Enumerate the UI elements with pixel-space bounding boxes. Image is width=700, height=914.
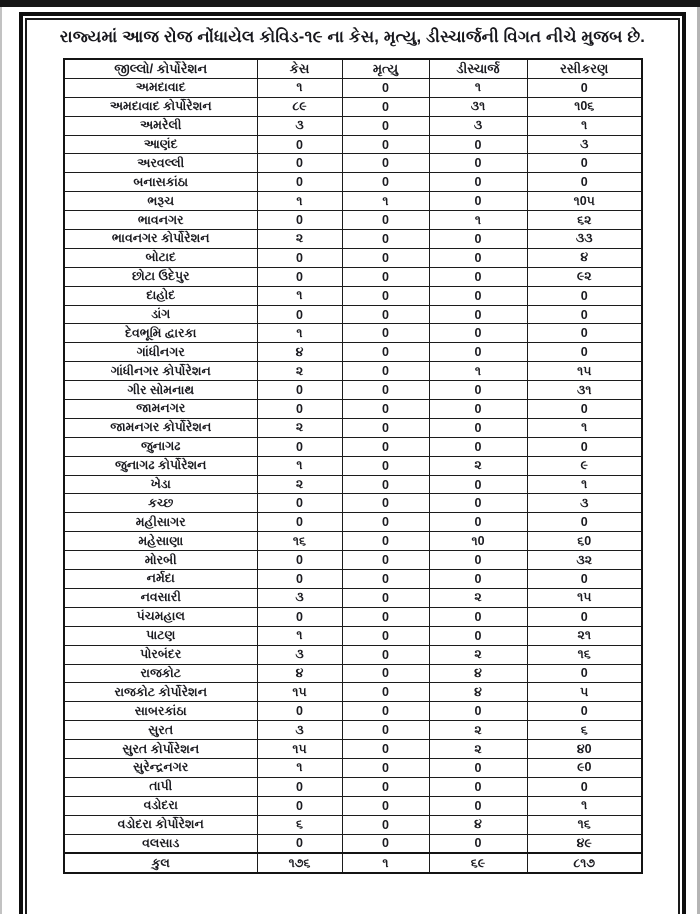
discharge-cell: 0: [429, 796, 527, 815]
deaths-cell: 0: [342, 97, 429, 116]
table-row: [64, 796, 642, 815]
table-row: [64, 588, 642, 607]
deaths-cell: 0: [342, 494, 429, 513]
vaccination-cell: ૧૬: [527, 815, 642, 834]
deaths-cell: 0: [342, 834, 429, 853]
table-header: [64, 59, 642, 78]
district-cell: મહેસાણા: [64, 532, 257, 551]
deaths-cell: 0: [342, 324, 429, 343]
discharge-cell: 0: [429, 494, 527, 513]
table-row: [64, 154, 642, 173]
table-row: [64, 532, 642, 551]
vaccination-cell: ૬: [527, 721, 642, 740]
total-discharge-cell: ૬૯: [429, 853, 527, 873]
discharge-cell: 0: [429, 437, 527, 456]
deaths-cell: 0: [342, 551, 429, 570]
vaccination-cell: 0: [527, 777, 642, 796]
vaccination-cell: ૧૫: [527, 588, 642, 607]
discharge-cell: ૨: [429, 645, 527, 664]
vaccination-cell: ૬0: [527, 532, 642, 551]
vaccination-cell: ૬૨: [527, 211, 642, 230]
table-row: [64, 683, 642, 702]
deaths-cell: 0: [342, 286, 429, 305]
table-row: [64, 192, 642, 211]
discharge-cell: ૧: [429, 362, 527, 381]
deaths-cell: 0: [342, 418, 429, 437]
total-cases-cell: ૧૭૬: [257, 853, 342, 873]
cases-cell: 0: [257, 267, 342, 286]
discharge-cell: 0: [429, 305, 527, 324]
district-cell: અમદાવાદ કોર્પોરેશન: [64, 97, 257, 116]
vaccination-cell: 0: [527, 78, 642, 97]
deaths-cell: 0: [342, 513, 429, 532]
district-cell: વડોદરા: [64, 796, 257, 815]
deaths-cell: 0: [342, 135, 429, 154]
table-row: [64, 758, 642, 777]
discharge-cell: 0: [429, 154, 527, 173]
cases-cell: ૧: [257, 286, 342, 305]
table-row: [64, 418, 642, 437]
district-cell: સુરત: [64, 721, 257, 740]
deaths-cell: 0: [342, 532, 429, 551]
district-cell: બોટાદ: [64, 248, 257, 267]
deaths-cell: 0: [342, 116, 429, 135]
district-cell: પંચમહાલ: [64, 607, 257, 626]
table-row: [64, 116, 642, 135]
page-title: રાજ્યમાં આજ રોજ નોંધાયેલ કોવિડ-૧૯ ના કેસ, મૃત્યુ, ડીસ્ચાર્જની વિગત નીચે મુજબ છે.: [59, 28, 646, 46]
discharge-cell: 0: [429, 777, 527, 796]
discharge-cell: 0: [429, 607, 527, 626]
table-row: [64, 607, 642, 626]
discharge-cell: 0: [429, 230, 527, 249]
vaccination-cell: ૩૧: [527, 381, 642, 400]
district-cell: સુરેન્દ્રનગર: [64, 758, 257, 777]
table-row: [64, 343, 642, 362]
vaccination-cell: ૯0: [527, 758, 642, 777]
vaccination-cell: ૧: [527, 475, 642, 494]
cases-cell: ૬: [257, 815, 342, 834]
column-header: ડીસ્ચાર્જ: [429, 59, 527, 78]
deaths-cell: 0: [342, 154, 429, 173]
cases-cell: 0: [257, 211, 342, 230]
vaccination-cell: ૩: [527, 494, 642, 513]
vaccination-cell: ૧0૫: [527, 192, 642, 211]
discharge-cell: 0: [429, 248, 527, 267]
cases-cell: ૨: [257, 362, 342, 381]
discharge-cell: ૩: [429, 116, 527, 135]
table-row: [64, 834, 642, 853]
vaccination-cell: 0: [527, 286, 642, 305]
discharge-cell: ૧: [429, 211, 527, 230]
cases-cell: 0: [257, 702, 342, 721]
cases-cell: 0: [257, 796, 342, 815]
district-cell: પાટણ: [64, 626, 257, 645]
discharge-cell: ૨: [429, 456, 527, 475]
deaths-cell: 0: [342, 173, 429, 192]
deaths-cell: 0: [342, 267, 429, 286]
column-header: કેસ: [257, 59, 342, 78]
discharge-cell: 0: [429, 173, 527, 192]
vaccination-cell: ૪: [527, 248, 642, 267]
discharge-cell: ૪: [429, 664, 527, 683]
cases-cell: 0: [257, 834, 342, 853]
page-border-inner-rule: [25, 18, 680, 914]
district-cell: ભરૂચ: [64, 192, 257, 211]
table-row: [64, 400, 642, 419]
cases-cell: ૩: [257, 645, 342, 664]
discharge-cell: 0: [429, 513, 527, 532]
scan-left-edge: [0, 7, 2, 914]
cases-cell: ૧: [257, 324, 342, 343]
vaccination-cell: 0: [527, 305, 642, 324]
district-cell: નવસારી: [64, 588, 257, 607]
deaths-cell: 0: [342, 683, 429, 702]
table-row: [64, 248, 642, 267]
deaths-cell: 0: [342, 796, 429, 815]
table-row: [64, 456, 642, 475]
deaths-cell: 0: [342, 815, 429, 834]
vaccination-cell: ૧: [527, 796, 642, 815]
discharge-cell: 0: [429, 475, 527, 494]
cases-cell: 0: [257, 551, 342, 570]
deaths-cell: 0: [342, 702, 429, 721]
deaths-cell: 0: [342, 626, 429, 645]
discharge-cell: 0: [429, 400, 527, 419]
deaths-cell: 0: [342, 381, 429, 400]
table-row: [64, 740, 642, 759]
discharge-cell: 0: [429, 267, 527, 286]
table-row: [64, 135, 642, 154]
cases-cell: 0: [257, 513, 342, 532]
deaths-cell: 0: [342, 248, 429, 267]
discharge-cell: 0: [429, 758, 527, 777]
deaths-cell: 0: [342, 343, 429, 362]
district-cell: બનાસકાંઠા: [64, 173, 257, 192]
district-cell: ગાંધીનગર કોર્પોરેશન: [64, 362, 257, 381]
table-row: [64, 513, 642, 532]
district-cell: ભાવનગર કોર્પોરેશન: [64, 230, 257, 249]
district-cell: વડોદરા કોર્પોરેશન: [64, 815, 257, 834]
table-row: [64, 721, 642, 740]
district-cell: છોટા ઉદેપુર: [64, 267, 257, 286]
table-row: [64, 475, 642, 494]
deaths-cell: 0: [342, 664, 429, 683]
cases-cell: ૪: [257, 343, 342, 362]
cases-cell: ૪: [257, 664, 342, 683]
district-cell: જામનગર કોર્પોરેશન: [64, 418, 257, 437]
cases-cell: 0: [257, 570, 342, 589]
district-cell: જામનગર: [64, 400, 257, 419]
cases-cell: ૩: [257, 588, 342, 607]
district-cell: જુનાગઢ: [64, 437, 257, 456]
column-header: જીલ્લો/ કોર્પોરેશન: [64, 59, 257, 78]
deaths-cell: 0: [342, 400, 429, 419]
vaccination-cell: ૪૯: [527, 834, 642, 853]
discharge-cell: 0: [429, 570, 527, 589]
vaccination-cell: 0: [527, 664, 642, 683]
cases-cell: 0: [257, 173, 342, 192]
discharge-cell: 0: [429, 286, 527, 305]
vaccination-cell: 0: [527, 702, 642, 721]
deaths-cell: 0: [342, 570, 429, 589]
cases-cell: 0: [257, 437, 342, 456]
cases-cell: ૧: [257, 78, 342, 97]
district-cell: તાપી: [64, 777, 257, 796]
district-cell: પોરબંદર: [64, 645, 257, 664]
vaccination-cell: ૩૩: [527, 230, 642, 249]
cases-cell: 0: [257, 248, 342, 267]
discharge-cell: ૪: [429, 815, 527, 834]
district-cell: ખેડા: [64, 475, 257, 494]
deaths-cell: 0: [342, 758, 429, 777]
cases-cell: 0: [257, 154, 342, 173]
district-cell: આણંદ: [64, 135, 257, 154]
deaths-cell: 0: [342, 475, 429, 494]
discharge-cell: ૨: [429, 740, 527, 759]
cases-cell: 0: [257, 135, 342, 154]
vaccination-cell: ૩૨: [527, 551, 642, 570]
cases-cell: ૧: [257, 626, 342, 645]
discharge-cell: 0: [429, 626, 527, 645]
vaccination-cell: ૫: [527, 683, 642, 702]
vaccination-cell: 0: [527, 437, 642, 456]
cases-cell: ૮૯: [257, 97, 342, 116]
vaccination-cell: 0: [527, 570, 642, 589]
cases-cell: 0: [257, 305, 342, 324]
discharge-cell: ૨: [429, 588, 527, 607]
discharge-cell: ૪: [429, 683, 527, 702]
table-row: [64, 78, 642, 97]
vaccination-cell: ૯: [527, 456, 642, 475]
table-row: [64, 815, 642, 834]
total-district-cell: કુલ: [64, 853, 257, 873]
cases-cell: ૧૬: [257, 532, 342, 551]
vaccination-cell: ૧: [527, 116, 642, 135]
column-header: મૃત્યુ: [342, 59, 429, 78]
vaccination-cell: 0: [527, 173, 642, 192]
covid-district-table: [63, 58, 643, 874]
district-cell: અરવલ્લી: [64, 154, 257, 173]
district-cell: અમદાવાદ: [64, 78, 257, 97]
cases-cell: 0: [257, 777, 342, 796]
table-row: [64, 381, 642, 400]
table-row: [64, 305, 642, 324]
table-row: [64, 777, 642, 796]
district-cell: રાજકોટ કોર્પોરેશન: [64, 683, 257, 702]
district-cell: કચ્છ: [64, 494, 257, 513]
cases-cell: ૩: [257, 116, 342, 135]
discharge-cell: 0: [429, 418, 527, 437]
table-row: [64, 551, 642, 570]
table-row: [64, 173, 642, 192]
discharge-cell: 0: [429, 135, 527, 154]
table-row: [64, 286, 642, 305]
discharge-cell: 0: [429, 702, 527, 721]
table-row: [64, 437, 642, 456]
district-cell: સાબરકાંઠા: [64, 702, 257, 721]
cases-cell: ૨: [257, 418, 342, 437]
deaths-cell: 0: [342, 645, 429, 664]
discharge-cell: 0: [429, 834, 527, 853]
deaths-cell: 0: [342, 607, 429, 626]
deaths-cell: 0: [342, 456, 429, 475]
column-header: રસીકરણ: [527, 59, 642, 78]
table-row: [64, 494, 642, 513]
deaths-cell: 0: [342, 230, 429, 249]
discharge-cell: 0: [429, 324, 527, 343]
district-cell: રાજકોટ: [64, 664, 257, 683]
vaccination-cell: ૧૫: [527, 362, 642, 381]
district-cell: ગીર સોમનાથ: [64, 381, 257, 400]
table-row: [64, 570, 642, 589]
vaccination-cell: ૩: [527, 135, 642, 154]
cases-cell: ૧૫: [257, 740, 342, 759]
table-row: [64, 702, 642, 721]
district-cell: અમરેલી: [64, 116, 257, 135]
cases-cell: ૧: [257, 192, 342, 211]
deaths-cell: 0: [342, 211, 429, 230]
district-cell: વલસાડ: [64, 834, 257, 853]
table-row: [64, 211, 642, 230]
cases-cell: ૧: [257, 456, 342, 475]
deaths-cell: 0: [342, 588, 429, 607]
cases-cell: ૩: [257, 721, 342, 740]
district-cell: દાહોદ: [64, 286, 257, 305]
cases-cell: ૨: [257, 475, 342, 494]
deaths-cell: 0: [342, 78, 429, 97]
table-row: [64, 645, 642, 664]
district-cell: જુનાગઢ કોર્પોરેશન: [64, 456, 257, 475]
total-row: [64, 853, 642, 873]
table-row: [64, 267, 642, 286]
cases-cell: ૧: [257, 758, 342, 777]
table-row: [64, 97, 642, 116]
cases-cell: ૨: [257, 230, 342, 249]
total-deaths-cell: ૧: [342, 853, 429, 873]
deaths-cell: 0: [342, 777, 429, 796]
vaccination-cell: ૪0: [527, 740, 642, 759]
vaccination-cell: 0: [527, 324, 642, 343]
discharge-cell: ૨: [429, 721, 527, 740]
table-row: [64, 664, 642, 683]
vaccination-cell: 0: [527, 513, 642, 532]
deaths-cell: 0: [342, 740, 429, 759]
deaths-cell: 0: [342, 437, 429, 456]
district-cell: સુરત કોર્પોરેશન: [64, 740, 257, 759]
vaccination-cell: ૧: [527, 418, 642, 437]
district-cell: ડાંગ: [64, 305, 257, 324]
table-row: [64, 626, 642, 645]
discharge-cell: ૧0: [429, 532, 527, 551]
scan-top-edge: [0, 0, 700, 7]
deaths-cell: 0: [342, 362, 429, 381]
total-vaccination-cell: ૮૧૭: [527, 853, 642, 873]
discharge-cell: 0: [429, 343, 527, 362]
deaths-cell: 0: [342, 305, 429, 324]
table-row: [64, 324, 642, 343]
discharge-cell: 0: [429, 192, 527, 211]
district-cell: ગાંધીનગર: [64, 343, 257, 362]
vaccination-cell: 0: [527, 154, 642, 173]
discharge-cell: 0: [429, 381, 527, 400]
vaccination-cell: ૧૬: [527, 645, 642, 664]
discharge-cell: 0: [429, 551, 527, 570]
page-border-frame: [19, 12, 686, 914]
deaths-cell: 0: [342, 721, 429, 740]
cases-cell: 0: [257, 381, 342, 400]
district-cell: મહીસાગર: [64, 513, 257, 532]
deaths-cell: ૧: [342, 192, 429, 211]
vaccination-cell: 0: [527, 343, 642, 362]
table-row: [64, 362, 642, 381]
table-body: [64, 78, 642, 873]
cases-cell: ૧૫: [257, 683, 342, 702]
district-cell: દેવભૂમિ દ્વારકા: [64, 324, 257, 343]
district-cell: મોરબી: [64, 551, 257, 570]
district-cell: નર્મદા: [64, 570, 257, 589]
vaccination-cell: ૨૧: [527, 626, 642, 645]
vaccination-cell: 0: [527, 400, 642, 419]
vaccination-cell: 0: [527, 607, 642, 626]
discharge-cell: ૩૧: [429, 97, 527, 116]
cases-cell: 0: [257, 400, 342, 419]
cases-cell: 0: [257, 494, 342, 513]
vaccination-cell: ૯૨: [527, 267, 642, 286]
header-row: [64, 59, 642, 78]
cases-cell: 0: [257, 607, 342, 626]
discharge-cell: ૧: [429, 78, 527, 97]
table-row: [64, 230, 642, 249]
district-cell: ભાવનગર: [64, 211, 257, 230]
vaccination-cell: ૧0૬: [527, 97, 642, 116]
